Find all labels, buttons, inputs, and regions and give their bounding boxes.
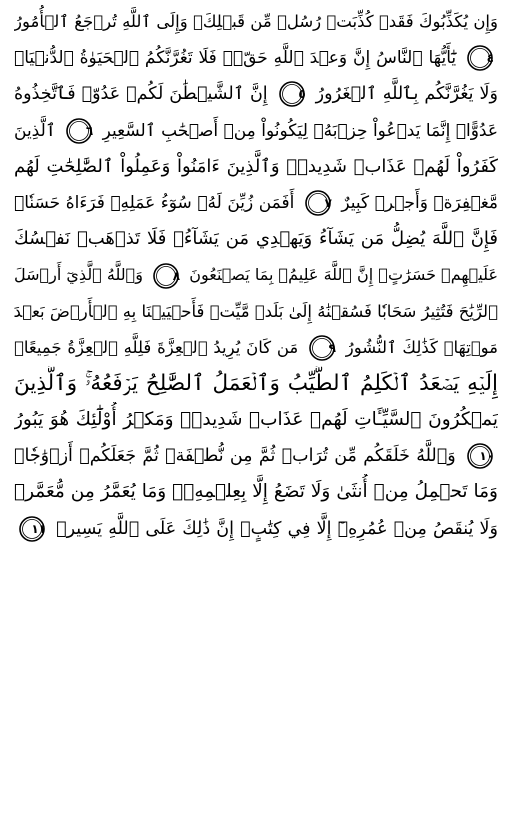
- verse-number: ٩: [328, 341, 336, 356]
- line-text: مَن كَانَ يُرِيدُ ٱلۡعِزَّةَ فَلِلَّهِ ٱلۡعِزَّةُ جَمِيعًاۚ: [14, 337, 299, 357]
- line-text: يَمۡكُرُونَ ٱلسَّيِّـَٔاتِ لَهُمۡ عَذَابٞ شَدِيدٞۖ وَمَكۡرُ أُوْلَٰٓئِكَ هُوَ يَبُورُ: [14, 409, 498, 431]
- text-line-15: [14, 511, 498, 547]
- line-text: عَلَيۡهِمۡ حَسَرَٰتٍۚ إِنَّ ٱللَّهَ عَلِيمُۢ بِمَا يَصۡنَعُونَ: [189, 265, 498, 285]
- verse-number: ٥: [298, 87, 306, 102]
- line-text: إِنَّ ٱلشَّيۡطَٰنَ لَكُمۡ عَدُوّٞ فَٱتَّخِذُوهُ: [14, 84, 268, 105]
- text-line-11: [14, 366, 498, 402]
- verse-end-marker-icon: [304, 189, 332, 217]
- text-line-14: [14, 474, 498, 510]
- verse-end-marker-icon: [18, 515, 46, 543]
- verse-number: ١٠: [479, 449, 494, 464]
- text-line-7: [14, 221, 498, 257]
- line-text: فَإِنَّ ٱللَّهَ يُضِلُّ مَن يَشَآءُ وَيَهۡدِي مَن يَشَآءُۖ فَلَا تَذۡهَبۡ نَفۡسُكَ: [14, 228, 498, 250]
- line-text: وَمَا تَحۡمِلُ مِنۡ أُنثَىٰ وَلَا تَضَعُ إِلَّا بِعِلۡمِهِۦۚ وَمَا يُعَمَّرُ مِن مُّعَمَّرٖ: [14, 481, 498, 503]
- line-text: وَٱللَّهُ خَلَقَكُم مِّن تُرَابٖ ثُمَّ مِن نُّطۡفَةٖ ثُمَّ جَعَلَكُمۡ أَزۡوَٰجٗاۚ: [14, 446, 456, 467]
- line-text: وَإِن يُكَذِّبُوكَ فَقَدۡ كُذِّبَتۡ رُسُلٞ مِّن قَبۡلِكَۚ وَإِلَى ٱللَّهِ تُرۡجَعُ ٱلۡأُمُورُ: [14, 12, 498, 31]
- line-text: وَلَا يُنقَصُ مِنۡ عُمُرِهِۦٓ إِلَّا فِي كِتَٰبٍۚ إِنَّ ذَٰلِكَ عَلَى ٱللَّهِ يَسِيرٞ: [56, 518, 498, 539]
- line-text: إِلَيۡهِ يَصۡعَدُ ٱلۡكَلِمُ ٱلطَّيِّبُ وَٱلۡعَمَلُ ٱلصَّٰلِحُ يَرۡفَعُهُۥۚ وَٱلَّذِينَ: [14, 370, 498, 396]
- verse-end-marker-icon: [308, 334, 336, 362]
- text-line-5: [14, 149, 498, 185]
- text-line-3: [14, 76, 498, 112]
- line-text: ٱلَّذِينَ: [14, 120, 56, 141]
- text-line-8: [14, 257, 498, 293]
- verse-number: ١١: [31, 521, 46, 536]
- text-line-1: [14, 4, 498, 40]
- line-text: مَوۡتِهَاۚ كَذَٰلِكَ ٱلنُّشُورُ: [345, 337, 498, 357]
- line-text: مَّغۡفِرَةٞ وَأَجۡرٞ كَبِيرٌ: [341, 192, 498, 213]
- text-line-2: [14, 40, 498, 76]
- line-text: وَلَا يَغُرَّنَّكُم بِٱللَّهِ ٱلۡغَرُورُ: [315, 84, 498, 105]
- text-line-12: [14, 402, 498, 438]
- verse-end-marker-icon: [65, 117, 93, 145]
- verse-end-marker-icon: [278, 80, 306, 108]
- verse-number: ٧: [324, 195, 332, 210]
- verse-end-marker-icon: [466, 442, 494, 470]
- line-text: أَفَمَن زُيِّنَ لَهُۥ سُوٓءُ عَمَلِهِۦ فَرَءَاهُ حَسَنٗاۖ: [14, 192, 295, 213]
- line-text: يَٰٓأَيُّهَا ٱلنَّاسُ إِنَّ وَعۡدَ ٱللَّهِ حَقّٞۖ فَلَا تَغُرَّنَّكُمُ ٱلۡحَيَوٰةُ ٱلدُّنۡيَاۖ: [14, 48, 457, 69]
- text-line-4: [14, 113, 498, 149]
- line-text: وَٱللَّهُ ٱلَّذِيٓ أَرۡسَلَ: [14, 265, 143, 285]
- text-line-10: [14, 330, 498, 366]
- verse-number: ٨: [172, 268, 181, 283]
- line-text: عَدُوًّاۚ إِنَّمَا يَدۡعُواْ حِزۡبَهُۥ لِيَكُونُواْ مِنۡ أَصۡحَٰبِ ٱلسَّعِيرِ: [102, 120, 498, 141]
- line-text: ٱلرِّيَٰحَ فَتُثِيرُ سَحَابٗا فَسُقۡنَٰهُ إِلَىٰ بَلَدٖ مَّيِّتٖ فَأَحۡيَيۡنَا بِهِ ٱلۡأَرۡضَ بَعۡدَ: [14, 301, 498, 321]
- verse-number: ٦: [85, 123, 94, 138]
- verse-end-marker-icon: [152, 262, 180, 290]
- text-line-9: [14, 294, 498, 330]
- line-text: كَفَرُواْ لَهُمۡ عَذَابٞ شَدِيدٞۖ وَٱلَّذِينَ ءَامَنُواْ وَعَمِلُواْ ٱلصَّٰلِحَٰتِ لَهُم: [14, 155, 498, 177]
- verse-end-marker-icon: [466, 44, 494, 72]
- text-line-13: [14, 438, 498, 474]
- text-line-6: [14, 185, 498, 221]
- verse-number: ٤: [486, 51, 494, 66]
